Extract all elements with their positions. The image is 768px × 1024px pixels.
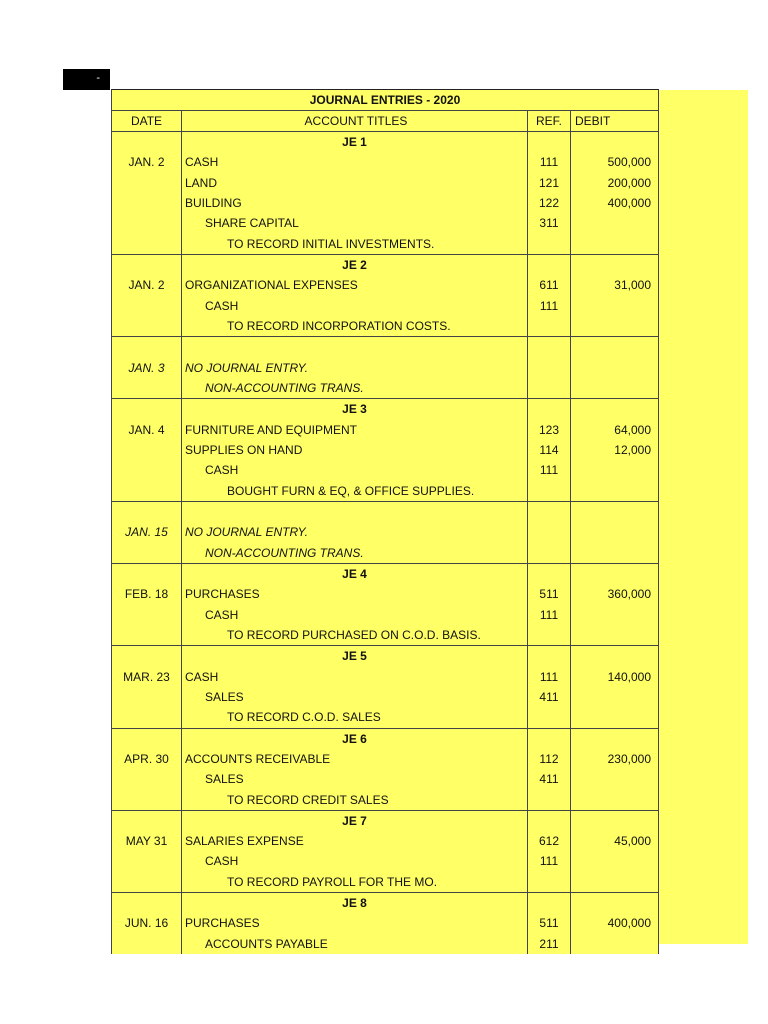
account-title-cell: LAND	[182, 173, 528, 193]
date-cell: JAN. 4	[112, 420, 182, 440]
date-cell	[112, 564, 182, 584]
account-title-cell: CASH	[182, 460, 528, 480]
date-cell	[112, 296, 182, 316]
ref-cell	[528, 872, 571, 892]
date-cell	[112, 707, 182, 727]
debit-cell	[571, 769, 656, 789]
debit-cell	[571, 316, 656, 336]
ref-cell	[528, 255, 571, 275]
table-row	[112, 749, 658, 769]
account-title-cell: TO RECORD INCORPORATION COSTS.	[182, 316, 528, 336]
table-row	[112, 440, 658, 460]
account-title-cell: CASH	[182, 296, 528, 316]
debit-cell	[571, 358, 656, 378]
ref-cell	[528, 811, 571, 831]
account-title-cell: NON-ACCOUNTING TRANS.	[182, 543, 528, 563]
debit-cell	[571, 790, 656, 810]
header-debit: DEBIT	[575, 114, 611, 128]
table-title: JOURNAL ENTRIES - 2020	[112, 90, 658, 111]
debit-cell: 64,000	[614, 422, 651, 437]
entry-number: JE 5	[182, 646, 528, 666]
ref-cell: 411	[528, 687, 571, 707]
highlighted-column-area	[657, 90, 748, 944]
entry-number: JE 4	[182, 564, 528, 584]
date-cell	[112, 378, 182, 398]
debit-cell	[571, 872, 656, 892]
table-row	[112, 769, 658, 789]
debit-cell: 31,000	[614, 278, 651, 293]
debit-cell	[571, 522, 656, 542]
debit-cell	[571, 502, 656, 522]
ref-cell: 111	[528, 605, 571, 625]
date-cell	[112, 481, 182, 501]
entry-heading-row	[112, 646, 658, 666]
entry-number	[182, 502, 528, 522]
entry-heading-row	[112, 502, 658, 522]
table-row	[112, 913, 658, 933]
debit-cell	[571, 851, 656, 871]
debit-cell	[571, 399, 656, 419]
account-title-cell: BUILDING	[182, 193, 528, 213]
journal-entry-block	[112, 729, 658, 811]
date-cell	[112, 605, 182, 625]
account-title-cell: SALARIES EXPENSE	[182, 831, 528, 851]
header-row	[112, 111, 658, 132]
table-row	[112, 358, 658, 378]
account-title-cell: PURCHASES	[182, 913, 528, 933]
table-row	[112, 460, 658, 480]
ref-cell: 612	[528, 831, 571, 851]
debit-cell	[571, 605, 656, 625]
ref-cell: 511	[528, 913, 571, 933]
debit-cell	[571, 934, 656, 954]
ref-cell	[528, 234, 571, 254]
debit-cell: 400,000	[607, 916, 651, 931]
account-title-cell: TO RECORD PURCHASED ON C.O.D. BASIS.	[182, 625, 528, 645]
account-title-cell: ACCOUNTS PAYABLE	[182, 934, 528, 954]
debit-cell: 12,000	[614, 442, 651, 457]
table-row	[112, 234, 658, 254]
entry-heading-row	[112, 132, 658, 152]
ref-cell: 111	[528, 851, 571, 871]
account-title-cell: SALES	[182, 769, 528, 789]
table-row	[112, 667, 658, 687]
account-title-cell: SALES	[182, 687, 528, 707]
date-cell: FEB. 18	[112, 584, 182, 604]
debit-cell: 360,000	[607, 587, 651, 602]
debit-cell	[571, 213, 656, 233]
ref-cell: 311	[528, 213, 571, 233]
table-row	[112, 275, 658, 295]
date-cell	[112, 316, 182, 336]
date-cell: JAN. 2	[112, 152, 182, 172]
ref-cell: 111	[528, 296, 571, 316]
table-row	[112, 213, 658, 233]
ref-cell	[528, 378, 571, 398]
table-row	[112, 625, 658, 645]
account-title-cell: TO RECORD C.O.D. SALES	[182, 707, 528, 727]
journal-entry-block	[112, 811, 658, 893]
table-row	[112, 872, 658, 892]
ref-cell	[528, 502, 571, 522]
ref-cell	[528, 646, 571, 666]
date-cell	[112, 543, 182, 563]
debit-cell	[571, 460, 656, 480]
ref-cell: 112	[528, 749, 571, 769]
entry-number	[182, 337, 528, 357]
ref-cell	[528, 790, 571, 810]
debit-cell: 500,000	[607, 155, 651, 170]
date-cell: JAN. 15	[112, 522, 182, 542]
ref-cell: 122	[528, 193, 571, 213]
account-title-cell: NO JOURNAL ENTRY.	[182, 358, 528, 378]
entry-number: JE 6	[182, 729, 528, 749]
date-cell	[112, 460, 182, 480]
date-cell	[112, 934, 182, 954]
table-row	[112, 687, 658, 707]
date-cell: JAN. 2	[112, 275, 182, 295]
account-title-cell: NON-ACCOUNTING TRANS.	[182, 378, 528, 398]
journal-entry-block	[112, 132, 658, 255]
table-row	[112, 851, 658, 871]
debit-cell	[571, 707, 656, 727]
debit-cell: 400,000	[607, 195, 651, 210]
journal-entry-block	[112, 337, 658, 399]
ref-cell	[528, 399, 571, 419]
table-row	[112, 173, 658, 193]
entry-number: JE 8	[182, 893, 528, 913]
table-row	[112, 420, 658, 440]
table-row	[112, 790, 658, 810]
date-cell	[112, 502, 182, 522]
ref-cell: 111	[528, 460, 571, 480]
debit-cell	[571, 646, 656, 666]
table-row	[112, 605, 658, 625]
date-cell	[112, 769, 182, 789]
date-cell	[112, 399, 182, 419]
ref-cell	[528, 564, 571, 584]
account-title-cell: CASH	[182, 605, 528, 625]
table-row	[112, 584, 658, 604]
ref-cell	[528, 729, 571, 749]
debit-cell	[571, 132, 656, 152]
table-row	[112, 481, 658, 501]
account-title-cell: NO JOURNAL ENTRY.	[182, 522, 528, 542]
table-row	[112, 193, 658, 213]
debit-cell	[571, 687, 656, 707]
debit-cell	[571, 543, 656, 563]
ref-cell: 114	[528, 440, 571, 460]
journal-entry-block	[112, 646, 658, 728]
debit-cell	[571, 378, 656, 398]
ref-cell: 111	[528, 152, 571, 172]
debit-cell	[571, 729, 656, 749]
entry-heading-row	[112, 255, 658, 275]
account-title-cell: ACCOUNTS RECEIVABLE	[182, 749, 528, 769]
account-title-cell: SHARE CAPITAL	[182, 213, 528, 233]
entry-heading-row	[112, 729, 658, 749]
debit-cell	[571, 296, 656, 316]
cell-marker: -	[63, 69, 110, 90]
table-row	[112, 707, 658, 727]
account-title-cell: SUPPLIES ON HAND	[182, 440, 528, 460]
account-title-cell: BOUGHT FURN & EQ, & OFFICE SUPPLIES.	[182, 481, 528, 501]
journal-entry-block	[112, 564, 658, 646]
table-row	[112, 152, 658, 172]
journal-entry-block	[112, 255, 658, 337]
table-row	[112, 378, 658, 398]
account-title-cell: TO RECORD INITIAL INVESTMENTS.	[182, 234, 528, 254]
account-title-cell: CASH	[182, 667, 528, 687]
header-ref: REF.	[528, 111, 571, 131]
entry-heading-row	[112, 811, 658, 831]
debit-cell: 45,000	[614, 834, 651, 849]
date-cell	[112, 625, 182, 645]
date-cell	[112, 851, 182, 871]
date-cell	[112, 687, 182, 707]
table-row	[112, 543, 658, 563]
account-title-cell: FURNITURE AND EQUIPMENT	[182, 420, 528, 440]
debit-cell	[571, 255, 656, 275]
debit-cell	[571, 564, 656, 584]
debit-cell	[571, 481, 656, 501]
ref-cell	[528, 358, 571, 378]
ref-cell	[528, 893, 571, 913]
debit-cell	[571, 234, 656, 254]
entry-number: JE 2	[182, 255, 528, 275]
ref-cell	[528, 707, 571, 727]
entry-heading-row	[112, 399, 658, 419]
ref-cell: 121	[528, 173, 571, 193]
date-cell: APR. 30	[112, 749, 182, 769]
ref-cell: 511	[528, 584, 571, 604]
date-cell: JUN. 16	[112, 913, 182, 933]
ref-cell	[528, 481, 571, 501]
header-account-titles: ACCOUNT TITLES	[182, 111, 528, 131]
ref-cell: 611	[528, 275, 571, 295]
ref-cell	[528, 132, 571, 152]
account-title-cell: TO RECORD CREDIT SALES	[182, 790, 528, 810]
date-cell	[112, 193, 182, 213]
date-cell	[112, 440, 182, 460]
account-title-cell: CASH	[182, 152, 528, 172]
journal-entry-block	[112, 502, 658, 564]
entry-heading-row	[112, 893, 658, 913]
account-title-cell: ORGANIZATIONAL EXPENSES	[182, 275, 528, 295]
table-row	[112, 316, 658, 336]
ref-cell	[528, 522, 571, 542]
entry-number: JE 3	[182, 399, 528, 419]
ref-cell: 123	[528, 420, 571, 440]
journal-entry-block	[112, 399, 658, 502]
date-cell	[112, 811, 182, 831]
ref-cell	[528, 625, 571, 645]
date-cell	[112, 646, 182, 666]
table-row	[112, 522, 658, 542]
date-cell: MAY 31	[112, 831, 182, 851]
debit-cell	[571, 337, 656, 357]
date-cell	[112, 872, 182, 892]
ref-cell: 411	[528, 769, 571, 789]
entry-heading-row	[112, 564, 658, 584]
date-cell	[112, 893, 182, 913]
account-title-cell: CASH	[182, 851, 528, 871]
date-cell	[112, 729, 182, 749]
ref-cell: 111	[528, 667, 571, 687]
date-cell: MAR. 23	[112, 667, 182, 687]
table-body	[112, 132, 658, 954]
table-row	[112, 831, 658, 851]
entry-number: JE 1	[182, 132, 528, 152]
journal-entry-block	[112, 893, 658, 954]
table-row	[112, 296, 658, 316]
date-cell	[112, 173, 182, 193]
table-row	[112, 934, 658, 954]
date-cell	[112, 234, 182, 254]
debit-cell: 140,000	[607, 669, 651, 684]
entry-number: JE 7	[182, 811, 528, 831]
debit-cell	[571, 893, 656, 913]
account-title-cell: TO RECORD PAYROLL FOR THE MO.	[182, 872, 528, 892]
date-cell	[112, 337, 182, 357]
ref-cell	[528, 337, 571, 357]
debit-cell: 230,000	[607, 751, 651, 766]
date-cell	[112, 790, 182, 810]
ref-cell	[528, 316, 571, 336]
debit-cell	[571, 625, 656, 645]
header-date: DATE	[112, 111, 182, 131]
date-cell	[112, 132, 182, 152]
journal-table	[111, 89, 659, 954]
date-cell	[112, 213, 182, 233]
ref-cell: 211	[528, 934, 571, 954]
entry-heading-row	[112, 337, 658, 357]
debit-cell: 200,000	[607, 175, 651, 190]
ref-cell	[528, 543, 571, 563]
date-cell: JAN. 3	[112, 358, 182, 378]
account-title-cell: PURCHASES	[182, 584, 528, 604]
date-cell	[112, 255, 182, 275]
debit-cell	[571, 811, 656, 831]
